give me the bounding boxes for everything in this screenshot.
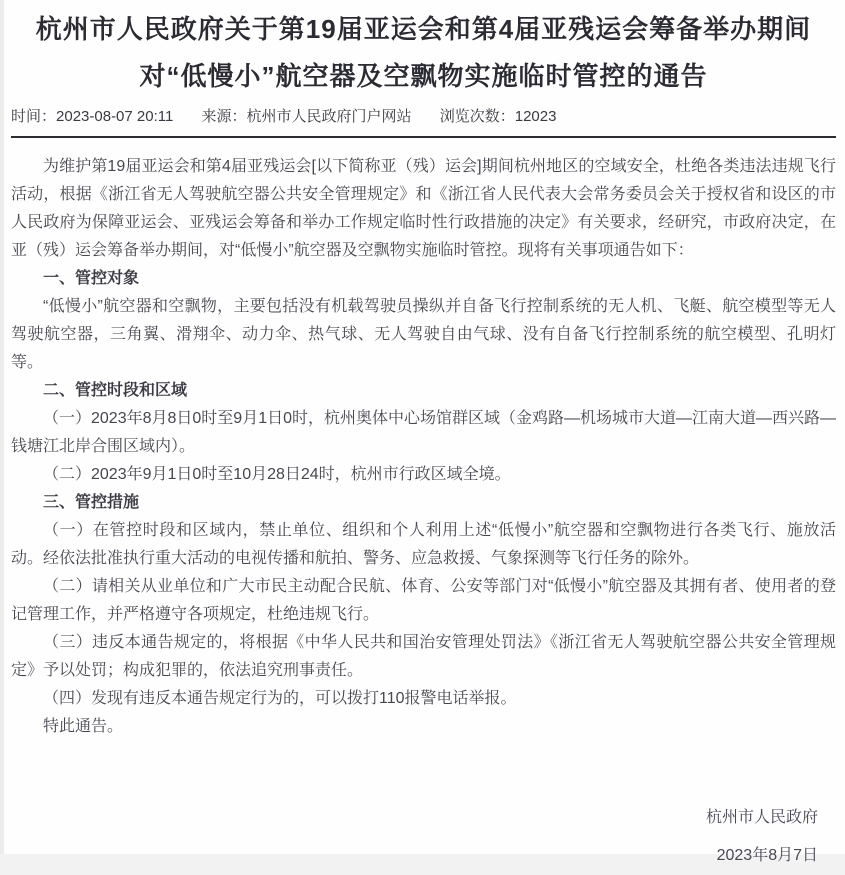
meta-bar: [11, 105, 836, 129]
section-2-item-2: （二）2023年9月1日0时至10月28日24时，杭州市行政区域全境。: [43, 466, 511, 483]
page-title-line-2: 对“低慢小”航空器及空飘物实施临时管控的通告: [139, 61, 708, 91]
closing-line: 特此通告。: [43, 718, 124, 735]
view-count-value: 12023: [514, 108, 557, 125]
page-title-line-1: 杭州市人民政府关于第19届亚运会和第4届亚残运会筹备举办期间: [35, 14, 812, 44]
view-count-label: 浏览次数：: [439, 108, 515, 125]
section-3-item-2: （二）请相关从业单位和广大市民主动配合民航、体育、公安等部门对“低慢小”航空器及其拥有者、使用者的登记管理工作，并严格遵守各项规定，杜绝违规飞行。: [11, 578, 836, 623]
notice-body: [11, 153, 836, 741]
section-3-item-1: （一）在管控时段和区域内，禁止单位、组织和个人利用上述“低慢小”航空器和空飘物进行各类飞行、施放活动。经依法批准执行重大活动的电视传播和航拍、警务、应急救援、气象探测等飞行任务的除外。: [11, 522, 836, 567]
section-1-paragraph: “低慢小”航空器和空飘物，主要包括没有机载驾驶员操纵并自备飞行控制系统的无人机、飞艇、航空模型等无人驾驶航空器，三角翼、滑翔伞、动力伞、热气球、无人驾驶自由气球、没有自备飞行控制系统的航空模型、孔明灯等。: [11, 298, 836, 371]
signature-org: 杭州市人民政府: [705, 809, 818, 826]
publish-time-value: 2023-08-07 20:11: [56, 108, 174, 125]
publish-time-label: 时间：: [11, 108, 57, 125]
signature-date: 2023年8月7日: [716, 847, 818, 864]
section-3-heading: 三、管控措施: [43, 494, 140, 511]
source-label: 来源：: [201, 108, 247, 125]
intro-paragraph: 为维护第19届亚运会和第4届亚残运会[以下简称亚（残）运会]期间杭州地区的空域安全，杜绝各类违法违规飞行活动，根据《浙江省无人驾驶航空器公共安全管理规定》和《浙江省人民代表大会常务委员会关于授权省和设区的市人民政府为保障亚运会、亚残运会筹备和举办工作规定临时性行政措施的决定》有关要求，经研究，市政府决定，在亚（残）运会筹备举办期间，对“低慢小”航空器及空飘物实施临时管控。现将有关事项通告如下：: [11, 158, 836, 259]
signature-block: [11, 799, 836, 875]
view-count: [440, 108, 557, 125]
header-divider: [11, 136, 836, 138]
section-3-item-3: （三）违反本通告规定的，将根据《中华人民共和国治安管理处罚法》《浙江省无人驾驶航空器公共安全管理规定》予以处罚；构成犯罪的，依法追究刑事责任。: [11, 634, 836, 679]
page-title: [11, 4, 836, 100]
section-2-heading: 二、管控时段和区域: [43, 382, 188, 399]
source-value: 杭州市人民政府门户网站: [246, 108, 412, 125]
section-3-item-4: （四）发现有违反本通告规定行为的，可以拨打110报警电话举报。: [43, 690, 517, 707]
section-2-item-1: （一）2023年8月8日0时至9月1日0时，杭州奥体中心场馆群区域（金鸡路—机场城市大道—江南大道—西兴路—钱塘江北岸合围区域内）。: [11, 410, 836, 455]
publish-time: [11, 108, 173, 125]
section-1-heading: 一、管控对象: [43, 270, 140, 287]
source: [202, 108, 412, 125]
